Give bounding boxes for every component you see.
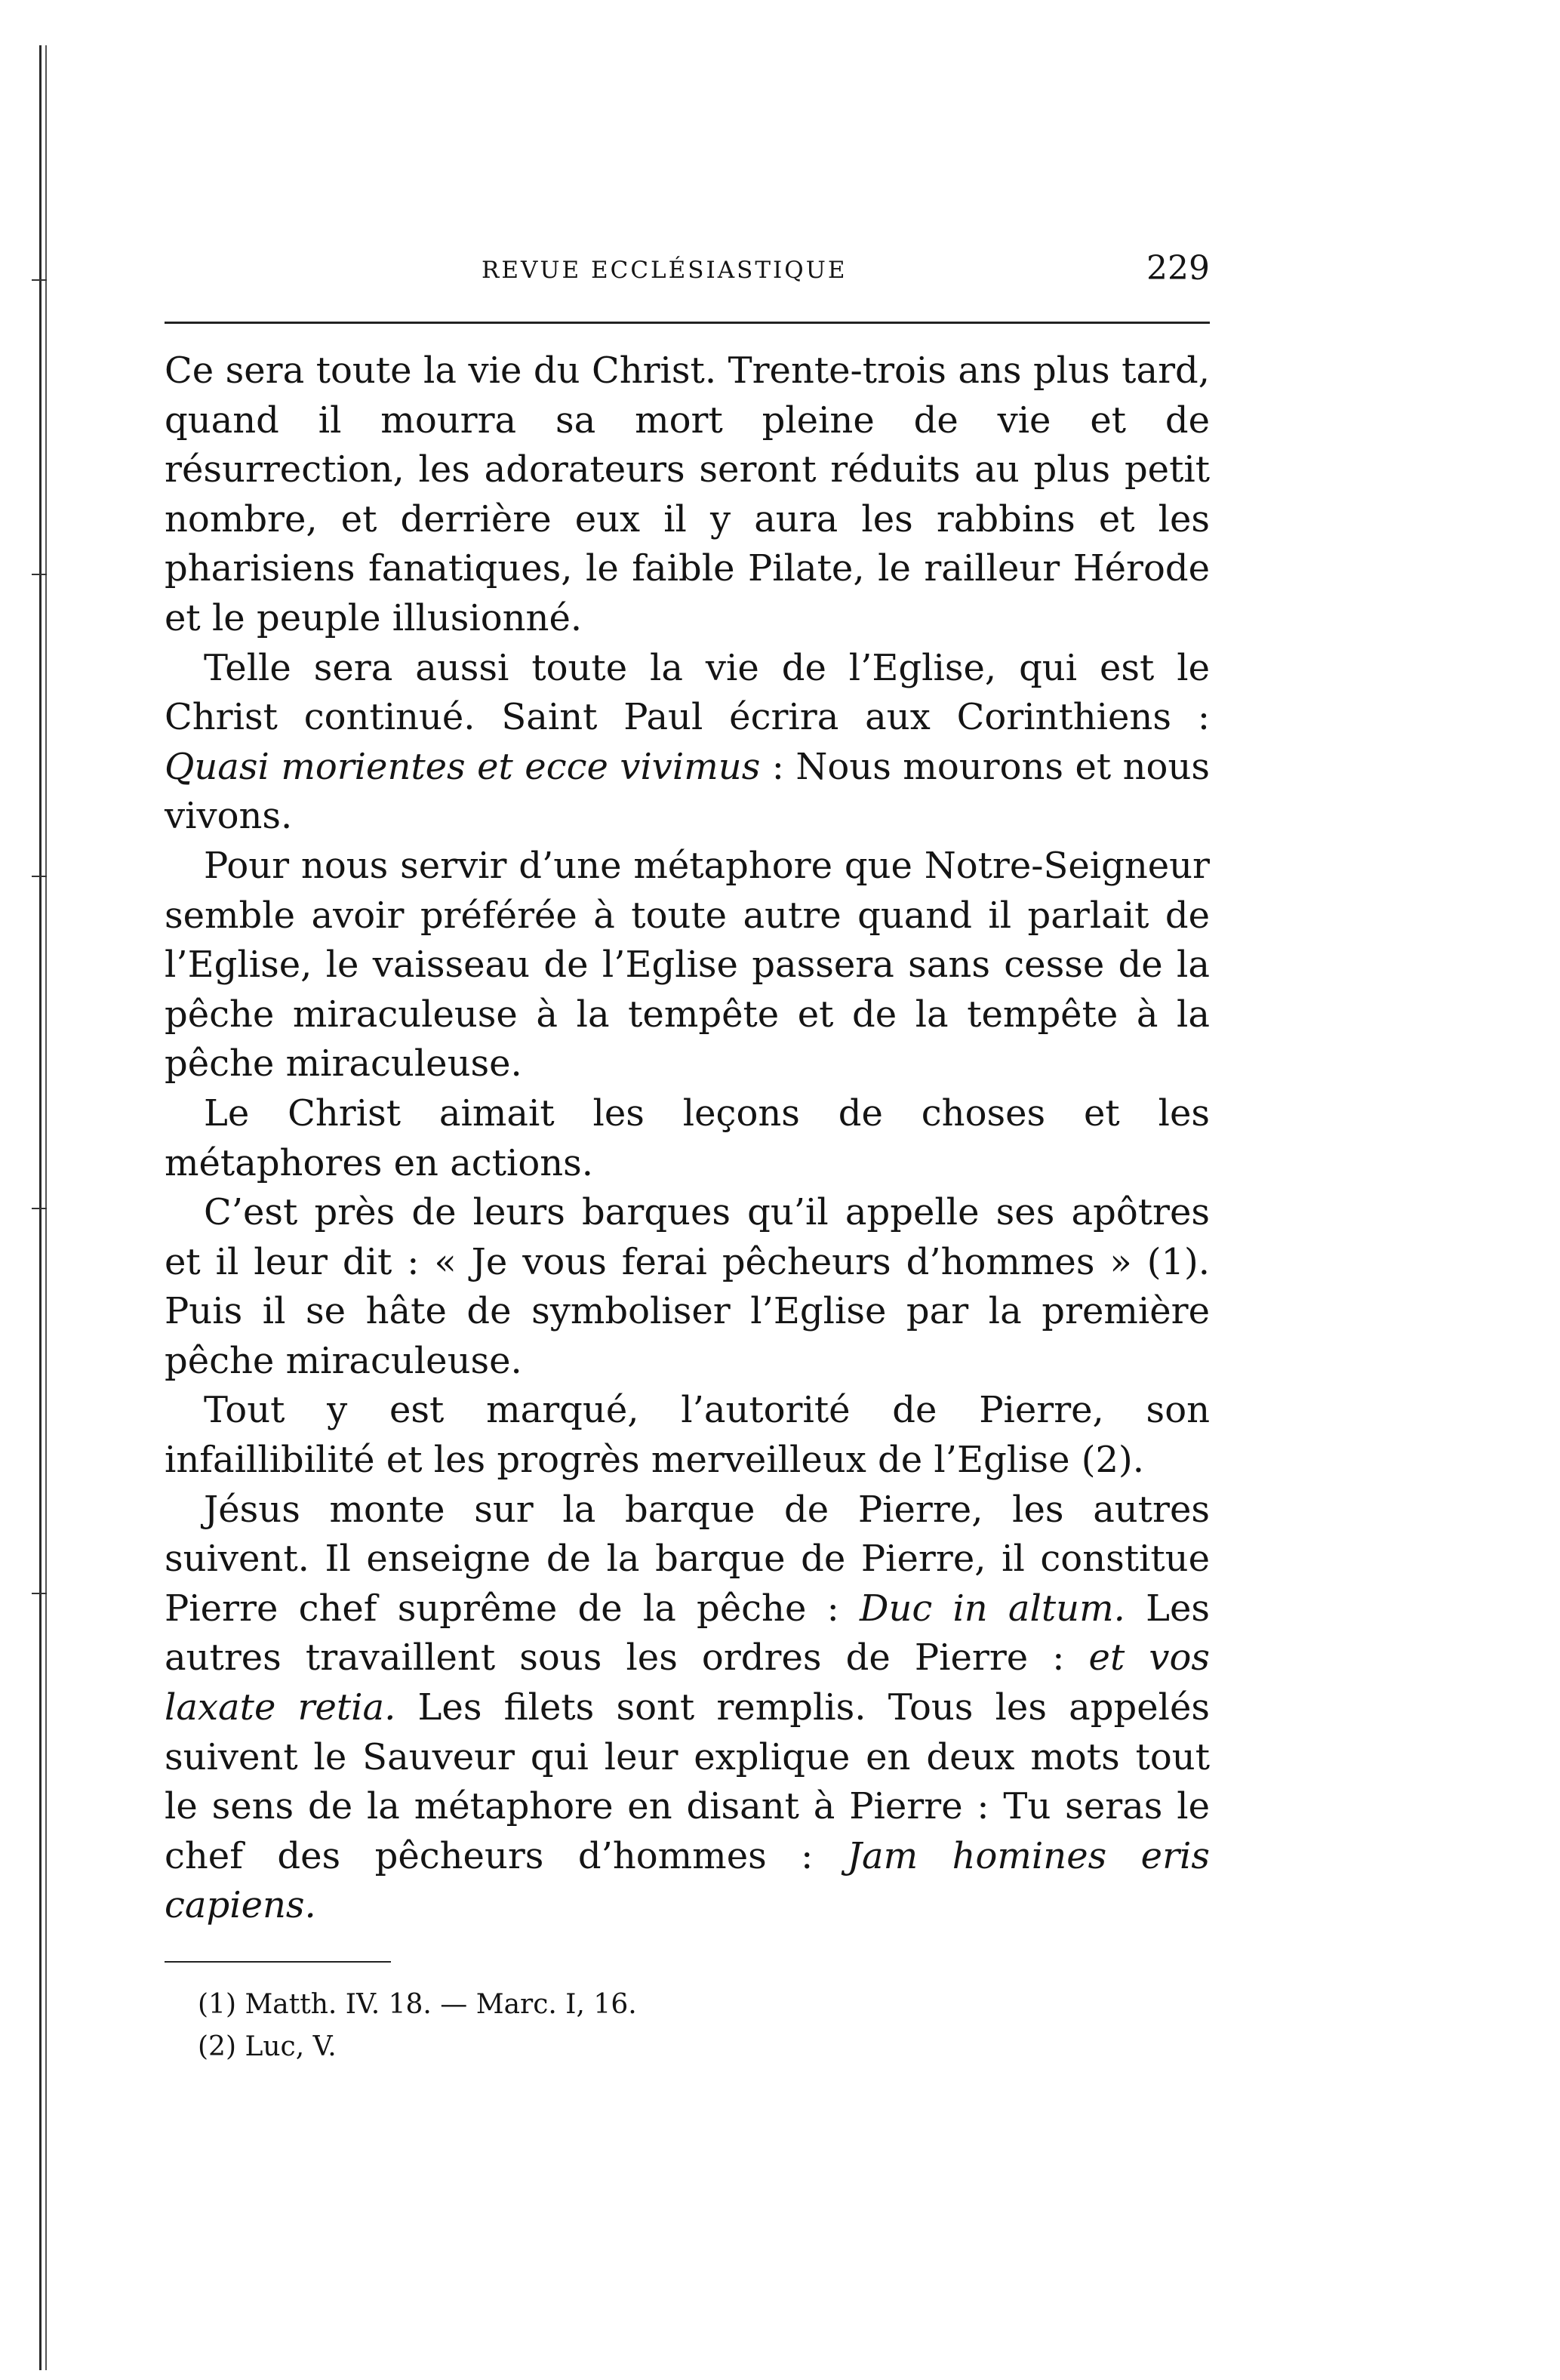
- latin-quote: Quasi morientes et ecce vivimus: [165, 745, 761, 788]
- paragraph: Ce sera toute la vie du Christ. Trente-trois ans plus tard, quand il mourra sa mort pleine de vie et de résurrection, les adorateurs seront réduits au plus petit nombre, et derrière eux il y aura les rabbins et les pharisiens fanatiques, le faible Pilate, le railleur Hérode et le peuple illusionné.: [165, 349, 1210, 639]
- paragraph: Le Christ aimait les leçons de choses et les métaphores en actions.: [165, 1091, 1210, 1184]
- footnotes: [165, 1984, 1210, 2068]
- paragraph: Jésus monte sur la barque de Pierre, les autres suivent. Il enseigne de la barque de Pierre, il constitue Pierre chef suprême de la pêche : Duc in altum. Les autres travaillent sous les ordres de Pierre : et vos laxate retia. Les filets sont remplis. Tous les appelés suivent le Sauveur qui leur explique en deux mots tout le sens de la métaphore en disant à Pierre : Tu seras le chef des pêcheurs d’hommes : Jam homines eris capiens.: [165, 1488, 1211, 1927]
- binding-mark: [32, 574, 47, 575]
- footnote-rule: [165, 1961, 391, 1963]
- paragraph: C’est près de leurs barques qu’il appelle ses apôtres et il leur dit : « Je vous ferai pêcheurs d’hommes » (1). Puis il se hâte de symboliser l’Eglise par la première pêche miraculeuse.: [165, 1191, 1210, 1382]
- paragraph: Tout y est marqué, l’autorité de Pierre, son infaillibilité et les progrès merveilleux de l’Eglise (2).: [165, 1389, 1210, 1482]
- binding-mark: [32, 279, 47, 281]
- binding-mark: [32, 1208, 47, 1209]
- binding-mark: [32, 1593, 47, 1594]
- footnote: (1) Matth. IV. 18. — Marc. I, 16.: [198, 1989, 637, 2020]
- latin-quote: Jam homines eris capiens.: [165, 1834, 1211, 1927]
- latin-quote: et vos laxate retia.: [165, 1636, 1210, 1729]
- paragraph: Pour nous servir d’une métaphore que Notre-Seigneur semble avoir préférée à toute autre quand il parlait de l’Eglise, le vaisseau de l’Eglise passera sans cesse de la pêche miraculeuse à la tempête et de la tempête à la pêche miraculeuse.: [165, 844, 1210, 1085]
- running-title: REVUE ECCLÉSIASTIQUE: [482, 257, 848, 284]
- running-head: [165, 240, 1210, 300]
- body-text: [165, 346, 1210, 1931]
- latin-quote: Duc in altum.: [859, 1587, 1125, 1630]
- header-rule: [165, 322, 1210, 324]
- binding-mark: [32, 876, 47, 877]
- page-number: 229: [1146, 249, 1210, 288]
- page: [165, 240, 1210, 2068]
- paragraph: Telle sera aussi toute la vie de l’Eglise, qui est le Christ continué. Saint Paul écrira aux Corinthiens : Quasi morientes et ecce vivimus : Nous mourons et nous vivons.: [165, 646, 1210, 838]
- footnote: (2) Luc, V.: [198, 2031, 337, 2062]
